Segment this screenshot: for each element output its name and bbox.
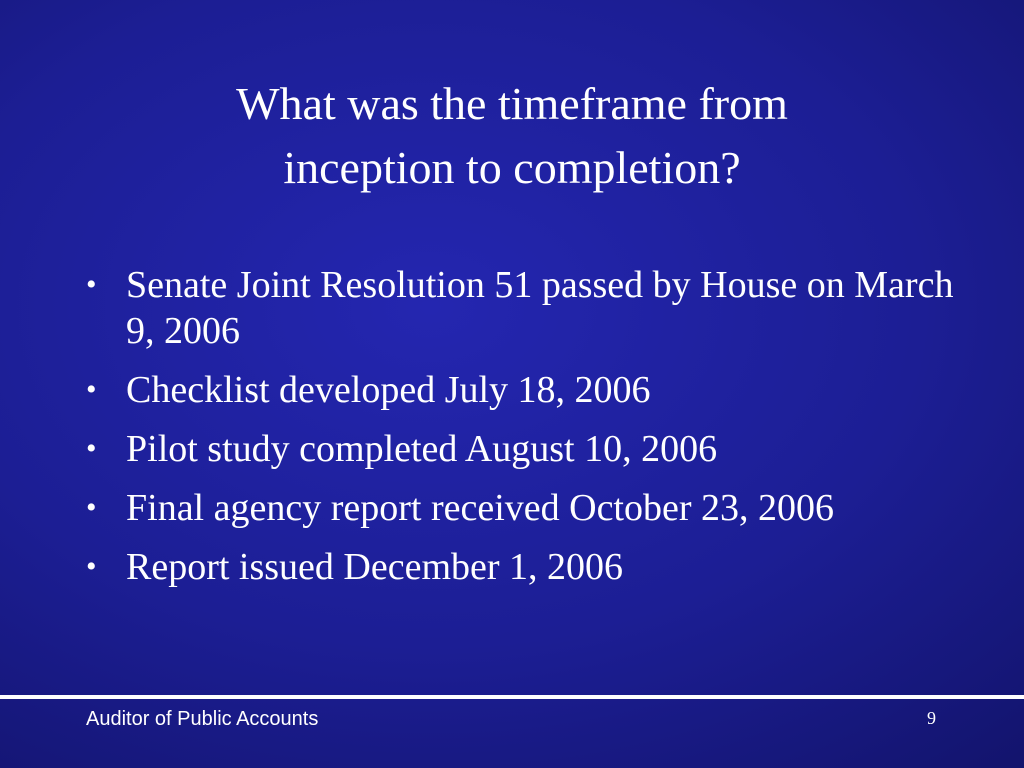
footer-divider: [0, 695, 1024, 699]
bullet-icon: •: [86, 373, 97, 406]
bullet-text: Pilot study completed August 10, 2006: [126, 428, 718, 470]
title-line-1: What was the timeframe from: [236, 78, 788, 129]
bullet-text: Report issued December 1, 2006: [126, 546, 624, 588]
bullet-icon: •: [86, 491, 97, 524]
bullet-icon: •: [86, 550, 97, 583]
bullet-icon: •: [86, 268, 97, 301]
bullet-text: Checklist developed July 18, 2006: [126, 369, 651, 411]
bullet-icon: •: [86, 432, 97, 465]
bullet-text: Senate Joint Resolution 51 passed by House on March 9, 2006: [126, 264, 954, 352]
bullet-list: [82, 262, 962, 603]
bullet-text: Final agency report received October 23, 2006: [126, 487, 835, 529]
title-line-2: inception to completion?: [283, 142, 741, 193]
footer-organization: Auditor of Public Accounts: [86, 708, 319, 730]
list-item: [82, 544, 962, 590]
list-item: [82, 367, 962, 413]
list-item: [82, 262, 962, 354]
list-item: [82, 485, 962, 531]
slide-title: [100, 72, 924, 200]
list-item: [82, 426, 962, 472]
page-number: 9: [927, 708, 936, 728]
